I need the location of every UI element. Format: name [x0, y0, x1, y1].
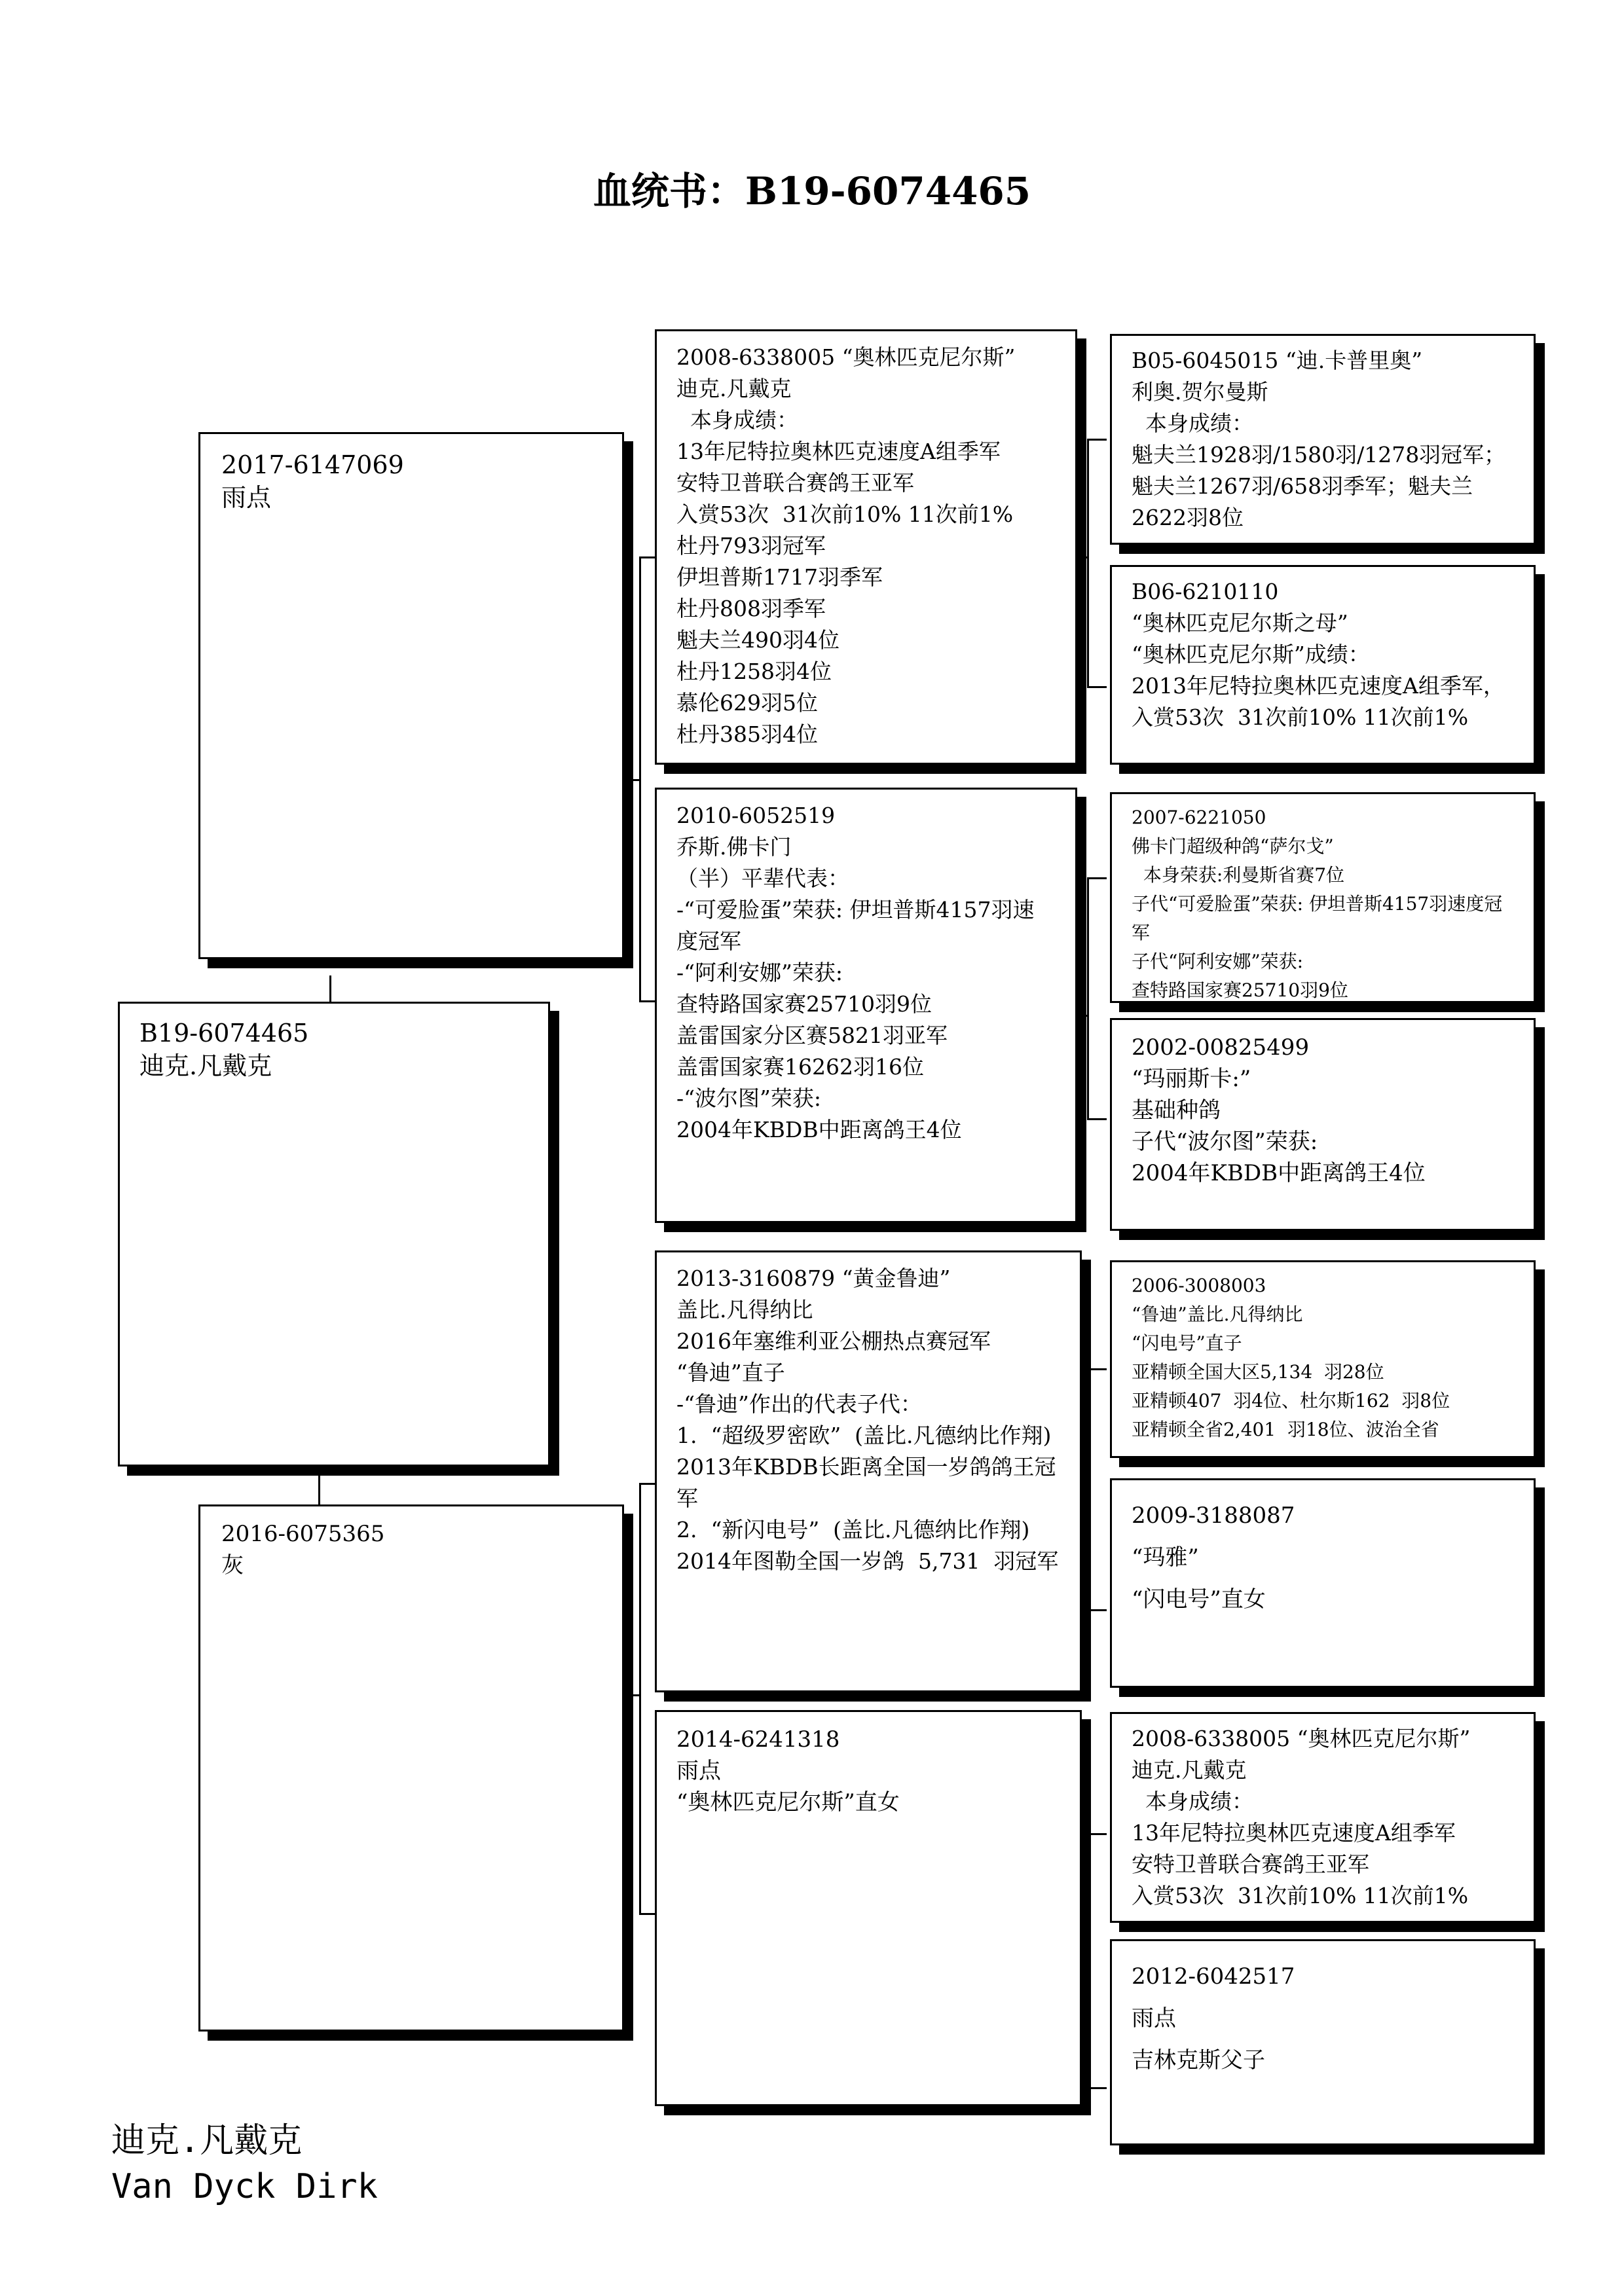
- connector-dam-top: [639, 1483, 655, 1485]
- pedigree-line: 2010-6052519: [676, 803, 836, 828]
- pedigree-line: B05-6045015 “迪.卡普里奥”: [1132, 348, 1423, 373]
- connector-dam-vertical: [639, 1483, 641, 1915]
- pedigree-line: 迪克.凡戴克: [1132, 1757, 1247, 1783]
- connector-ds-top: [1087, 1368, 1107, 1370]
- sd-sire-card: [1110, 792, 1536, 1003]
- connector-dam-bottom: [639, 1913, 655, 1915]
- subject-ring: B19-6074465: [139, 1019, 309, 1048]
- pedigree-line: 本身成绩：: [676, 407, 798, 433]
- pedigree-line: “奥林匹克尼尔斯之母”: [1132, 610, 1348, 636]
- connector-dam-bracket: [627, 1694, 640, 1696]
- pedigree-line: 杜丹793羽冠军: [676, 533, 826, 558]
- pedigree-line: 子代“波尔图”荣获:: [1132, 1129, 1318, 1155]
- pedigree-line: 迪克.凡戴克: [676, 376, 792, 401]
- pedigree-line: 2. “新闪电号” (盖比.凡德纳比作翔): [676, 1517, 1030, 1542]
- connector-ss-vertical: [1087, 439, 1089, 687]
- pedigree-line: 查特路国家赛25710羽9位: [676, 991, 932, 1017]
- pedigree-line: 2012-6042517: [1132, 1963, 1295, 1990]
- pedigree-line: 佛卡门超级种鸽“萨尔戈”: [1132, 835, 1334, 857]
- pedigree-line: 本身荣获:利曼斯省赛7位: [1132, 864, 1345, 886]
- pedigree-line: 基础种鸽: [1132, 1097, 1221, 1123]
- pedigree-line: 杜丹385羽4位: [676, 721, 818, 747]
- pedigree-line: 盖雷国家分区赛5821羽亚军: [676, 1023, 948, 1048]
- subject-card: [118, 1002, 550, 1467]
- owner-name-cn: 迪克.凡戴克: [111, 2121, 303, 2160]
- pedigree-line: “鲁迪”盖比.凡得纳比: [1132, 1303, 1303, 1325]
- ds-dam-card: [1110, 1478, 1536, 1688]
- pedigree-line: 伊坦普斯1717羽季军: [676, 564, 883, 590]
- pedigree-line: 2016年塞维利亚公棚热点赛冠军: [676, 1328, 991, 1354]
- pedigree-line: 入赏53次 31次前10% 11次前1%: [1132, 1883, 1469, 1908]
- pedigree-line: 安特卫普联合赛鸽王亚军: [676, 470, 914, 496]
- connector-subject-sire: [329, 975, 331, 1005]
- connector-sire-vertical: [639, 556, 641, 1002]
- pedigree-line: “奥林匹克尼尔斯”成绩：: [1132, 642, 1370, 667]
- page-title: 血统书：B19-6074465: [593, 169, 1031, 213]
- pedigree-line: 利奥.贺尔曼斯: [1132, 379, 1268, 405]
- pedigree-line: 雨点: [676, 1758, 721, 1784]
- connector-dd-top: [1087, 1833, 1107, 1835]
- pedigree-line: “鲁迪”直子: [676, 1360, 785, 1385]
- pedigree-line: B06-6210110: [1132, 579, 1279, 604]
- pedigree-line: -“波尔图”荣获:: [676, 1085, 822, 1111]
- pedigree-line: -“阿利安娜”荣获:: [676, 960, 843, 985]
- pedigree-line: 2014-6241318: [676, 1726, 840, 1753]
- ss-sire-card: [1110, 334, 1536, 545]
- sire-card: [198, 432, 624, 959]
- pedigree-line: 魁夫兰1928羽/1580羽/1278羽冠军；魁夫兰1267羽/658羽季军；魁夫兰2622羽8位: [1132, 442, 1506, 530]
- connector-ds-vertical: [1087, 1368, 1089, 1611]
- ss-dam-card: [1110, 565, 1536, 765]
- pedigree-line: 2008-6338005 “奥林匹克尼尔斯”: [1132, 1726, 1471, 1751]
- pedigree-line: 13年尼特拉奥林匹克速度A组季军: [676, 439, 1001, 464]
- pedigree-line: 2009-3188087: [1132, 1503, 1295, 1529]
- connector-sd-vertical: [1087, 877, 1089, 1120]
- pedigree-line: 吉林克斯父子: [1132, 2047, 1265, 2073]
- pedigree-line: 2002-00825499: [1132, 1034, 1310, 1061]
- dam-card: [198, 1504, 624, 2032]
- owner-name-en: Van Dyck Dirk: [111, 2167, 378, 2206]
- connector-sire-top: [639, 556, 655, 558]
- pedigree-line: 子代“可爱脸蛋”荣获: 伊坦普斯4157羽速度冠军: [1132, 893, 1503, 943]
- pedigree-line: -“可爱脸蛋”荣获: 伊坦普斯4157羽速度冠军: [676, 897, 1035, 954]
- pedigree-line: “闪电号”直子: [1132, 1332, 1242, 1354]
- pedigree-line: 子代“阿利安娜”荣获:: [1132, 951, 1304, 972]
- pedigree-line: 慕伦629羽5位: [676, 690, 818, 716]
- pedigree-line: 安特卫普联合赛鸽王亚军: [1132, 1851, 1369, 1877]
- ds-sire-card: [1110, 1260, 1536, 1458]
- owner-block: [111, 2118, 378, 2210]
- pedigree-line: 亚精顿全省2,401 羽18位、波治全省: [1132, 1419, 1439, 1440]
- pedigree-line: 魁夫兰490羽4位: [676, 627, 840, 653]
- connector-sd-bottom: [1087, 1118, 1107, 1120]
- connector-subject-dam: [318, 1473, 320, 1506]
- pedigree-line: 亚精顿407 羽4位、杜尔斯162 羽8位: [1132, 1390, 1450, 1412]
- pedigree-line: 2013-3160879 “黄金鲁迪”: [676, 1266, 951, 1291]
- connector-ds-bottom: [1087, 1609, 1107, 1611]
- sire-color: 雨点: [221, 483, 272, 512]
- pedigree-line: 2007-6221050: [1132, 807, 1266, 828]
- pedigree-line: （半）平辈代表：: [676, 866, 849, 891]
- pedigree-line: 亚精顿全国大区5,134 羽28位: [1132, 1361, 1384, 1383]
- sire-dam-card: [655, 788, 1077, 1223]
- pedigree-line: 雨点: [1132, 2005, 1176, 2032]
- pedigree-line: 1. “超级罗密欧” (盖比.凡德纳比作翔): [676, 1423, 1052, 1448]
- pedigree-line: “玛雅”: [1132, 1544, 1199, 1571]
- pedigree-line: 2013年KBDB长距离全国一岁鸽鸽王冠军: [676, 1454, 1056, 1511]
- sire-sire-card: [655, 329, 1077, 765]
- subject-name: 迪克.凡戴克: [139, 1051, 272, 1080]
- pedigree-line: 入赏53次 31次前10% 11次前1%: [676, 501, 1014, 527]
- connector-sd-mid: [1080, 1015, 1088, 1017]
- connector-sire-bottom: [639, 1000, 655, 1002]
- pedigree-line: 本身成绩：: [1132, 1789, 1253, 1814]
- connector-dd-vertical: [1087, 1833, 1089, 2088]
- connector-sd-top: [1087, 877, 1107, 879]
- pedigree-line: 盖比.凡得纳比: [676, 1297, 813, 1322]
- pedigree-line: 盖雷国家赛16262羽16位: [676, 1054, 924, 1080]
- pedigree-line: 2006-3008003: [1132, 1275, 1266, 1296]
- connector-ss-bottom: [1087, 686, 1107, 688]
- connector-ss-mid: [1080, 556, 1088, 558]
- connector-ss-top: [1087, 439, 1107, 441]
- sire-ring: 2017-6147069: [221, 450, 404, 479]
- dam-color: 灰: [221, 1552, 244, 1578]
- dam-dam-card: [655, 1710, 1082, 2106]
- connector-dd-bottom: [1087, 2087, 1107, 2089]
- pedigree-line: 乔斯.佛卡门: [676, 834, 792, 860]
- pedigree-line: “玛丽斯卡:”: [1132, 1066, 1251, 1092]
- pedigree-line: -“鲁迪”作出的代表子代：: [676, 1391, 922, 1417]
- pedigree-line: 杜丹1258羽4位: [676, 659, 832, 684]
- pedigree-line: 杜丹808羽季军: [676, 596, 826, 621]
- pedigree-line: 2008-6338005 “奥林匹克尼尔斯”: [676, 344, 1016, 370]
- pedigree-line: “奥林匹克尼尔斯”直女: [676, 1789, 900, 1815]
- pedigree-line: 2004年KBDB中距离鸽王4位: [1132, 1160, 1426, 1186]
- dd-sire-card: [1110, 1712, 1536, 1923]
- pedigree-line: 2014年图勒全国一岁鸽 5,731 羽冠军: [676, 1548, 1059, 1574]
- pedigree-line: “闪电号”直女: [1132, 1586, 1266, 1613]
- pedigree-line: 2004年KBDB中距离鸽王4位: [676, 1117, 962, 1142]
- pedigree-line: 本身成绩：: [1132, 410, 1253, 436]
- pedigree-line: 13年尼特拉奥林匹克速度A组季军: [1132, 1820, 1456, 1846]
- dam-sire-card: [655, 1250, 1082, 1692]
- pedigree-line: 查特路国家赛25710羽9位: [1132, 979, 1348, 1001]
- pedigree-line: 2013年尼特拉奥林匹克速度A组季军，入赏53次 31次前10% 11次前1%: [1132, 673, 1505, 730]
- sd-dam-card: [1110, 1018, 1536, 1231]
- dd-dam-card: [1110, 1939, 1536, 2145]
- dam-ring: 2016-6075365: [221, 1521, 385, 1547]
